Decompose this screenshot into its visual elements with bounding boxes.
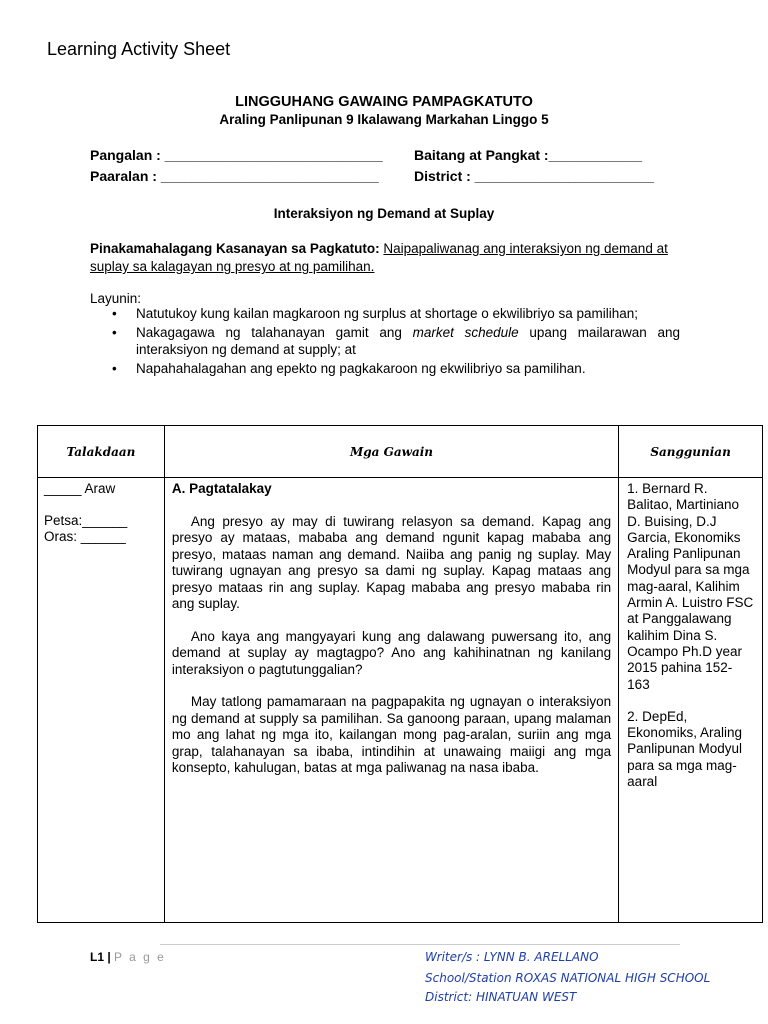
objective-item bbox=[90, 324, 680, 358]
page-label: P a g e bbox=[114, 950, 166, 964]
writer-credit: Writer/s : LYNN B. ARELLANO bbox=[425, 950, 599, 964]
document-title: LINGGUHANG GAWAING PAMPAGKATUTO bbox=[235, 94, 533, 110]
header-talakdaan: Talakdaan bbox=[38, 426, 165, 478]
reference-item: 2. DepEd, Ekonomiks, Araling Panlipunan Modyul para sa mga mag-aaral bbox=[627, 708, 743, 790]
objective-text: upang mailarawan ang interaksiyon ng demand at supply; at bbox=[136, 325, 680, 357]
objective-emphasis: market schedule bbox=[412, 325, 519, 340]
activity-paragraph: May tatlong pamamaraan na pagpapakita ng ugnayan o interaksiyon ng demand at supply sa pamilihan. Sa ganoong paraan, upang malaman mo ang lahat ng mga ito, kailangan mong pag-aralan, suriin ang mga grap, talahanayan sa ibaba, intindihin at unawaing maiigi ang mga konsepto, kahulugan, batas at mga paliwanag na nasa ibaba. bbox=[171, 694, 612, 775]
activity-table bbox=[37, 425, 763, 923]
school-field: Paaralan : ____________________________ bbox=[90, 168, 379, 184]
objectives-list bbox=[90, 305, 680, 379]
header-title: Learning Activity Sheet bbox=[47, 39, 231, 59]
competency-label: Pinakamahalagang Kasanayan sa Pagkatuto: bbox=[90, 241, 380, 256]
activity-heading: A. Pagtatalakay bbox=[171, 481, 272, 496]
district-field: District : _______________________ bbox=[414, 168, 654, 184]
name-field: Pangalan : ____________________________ bbox=[90, 147, 383, 163]
district-credit: District: HINATUAN WEST bbox=[425, 990, 577, 1004]
schedule-cell bbox=[38, 478, 164, 922]
reference-item: 1. Bernard R. Balitao, Martiniano D. Buising, D.J Garcia, Ekonomiks Araling Panlipunan Modyul para sa mga mag-aaral, Kalihim Armin A. Luistro FSC at Panggalawang kalihim Dina S. Ocampo Ph.D year 2015 pahina 152-163 bbox=[627, 481, 754, 692]
document-subtitle: Araling Panlipunan 9 Ikalawang Markahan Linggo 5 bbox=[219, 112, 549, 127]
competency-text: Naipapaliwanag ang interaksiyon ng demand at suplay sa kalagayan ng presyo at ng pamilihan. bbox=[90, 241, 668, 274]
objective-item: • Natutukoy kung kailan magkaroon ng surplus at shortage o ekwilibriyo sa pamilihan; bbox=[90, 305, 680, 322]
petsa-field: Petsa:______ bbox=[44, 513, 128, 528]
activities-cell bbox=[165, 478, 618, 796]
araw-field: _____ Araw bbox=[44, 481, 116, 496]
topic-title: Interaksiyon ng Demand at Suplay bbox=[273, 206, 495, 221]
objective-item: • Napahahalagahan ang epekto ng pagkakaroon ng ekwilibriyo sa pamilihan. bbox=[90, 360, 680, 377]
page-number-value: L1 | bbox=[90, 950, 111, 964]
school-credit: School/Station ROXAS NATIONAL HIGH SCHOOL bbox=[425, 971, 711, 985]
page-number bbox=[90, 950, 166, 964]
activity-paragraph: Ano kaya ang mangyayari kung ang dalawang puwersang ito, ang demand at suplay ay magtagpo? Ano ang kahihinatnan ng kanilang interaksiyon o pagtutunggalian? bbox=[171, 628, 612, 677]
header-gawain: Mga Gawain bbox=[164, 426, 618, 478]
grade-section-field: Baitang at Pangkat :____________ bbox=[414, 147, 643, 163]
objectives-label: Layunin: bbox=[90, 291, 142, 306]
activity-paragraph: Ang presyo ay may di tuwirang relasyon sa demand. Kapag ang presyo ay mataas, mababa ang demand ngunit kapag mababa ang presyo, mataas naman ang demand. Naiiba ang panig ng suplay. May tuwirang ugnayan ang presyo sa dami ng suplay. Kapag mataas ang presyo mataas rin ang suplay. Kapag mababa ang presyo mababa rin ang suplay. bbox=[171, 513, 612, 611]
oras-field: Oras: ______ bbox=[44, 529, 126, 544]
header-sanggunian: Sanggunian bbox=[619, 426, 763, 478]
competency bbox=[90, 240, 680, 276]
footer-divider bbox=[160, 944, 680, 945]
objective-text: Nakagagawa ng talahanayan gamit ang bbox=[136, 325, 413, 340]
references-cell bbox=[619, 478, 762, 793]
